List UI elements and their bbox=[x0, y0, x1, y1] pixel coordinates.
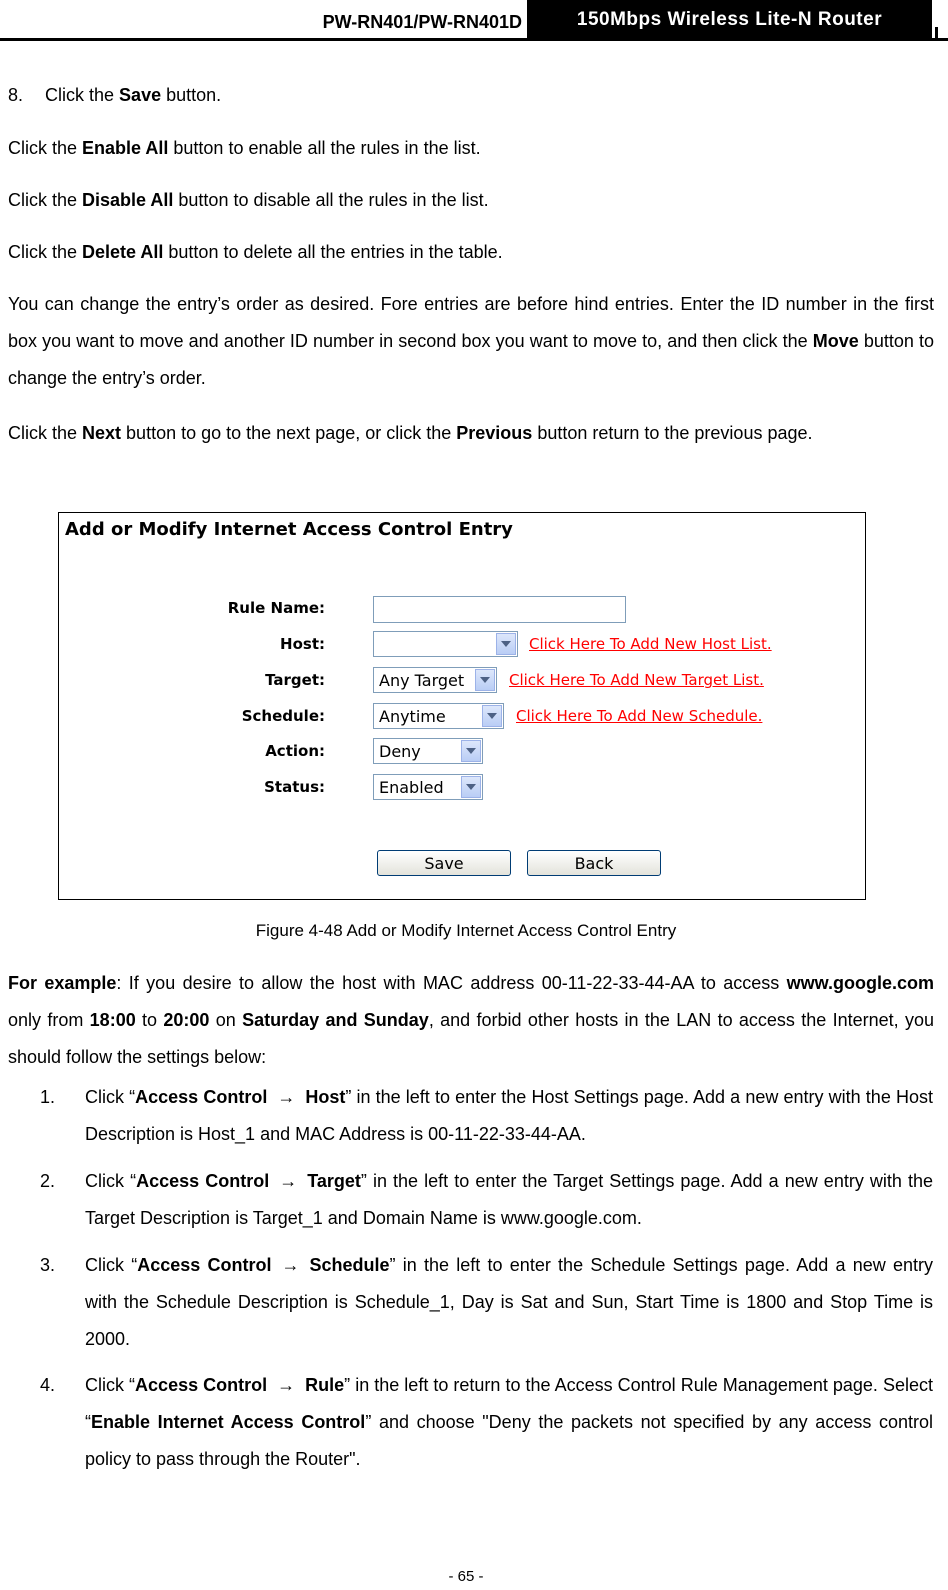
header-rule bbox=[0, 38, 948, 41]
arrow-right-icon: → bbox=[277, 1375, 296, 1395]
figure-title: Add or Modify Internet Access Control Entry bbox=[65, 519, 513, 540]
back-button[interactable]: Back bbox=[527, 850, 661, 876]
status-select[interactable] bbox=[373, 774, 483, 800]
target-select[interactable] bbox=[373, 667, 497, 693]
chevron-down-icon bbox=[482, 705, 502, 727]
disable-all-text: Click the Disable All button to disable all the rules in the list. bbox=[8, 190, 489, 210]
save-button[interactable]: Save bbox=[377, 850, 511, 876]
chevron-down-icon bbox=[461, 740, 481, 762]
rule-name-label: Rule Name: bbox=[227, 599, 325, 617]
action-select-value: Deny bbox=[379, 742, 421, 761]
arrow-right-icon: → bbox=[277, 1087, 296, 1107]
add-host-link[interactable]: Click Here To Add New Host List. bbox=[529, 635, 772, 653]
step-1: Click “Access Control → Host” in the left to enter the Host Settings page. Add a new entry with the Host Description is Host_1 and MAC Address is 00-11-22-33-44-AA. bbox=[85, 1079, 933, 1153]
target-select-value: Any Target bbox=[379, 671, 465, 690]
add-target-link[interactable]: Click Here To Add New Target List. bbox=[509, 671, 764, 689]
schedule-label: Schedule: bbox=[241, 707, 325, 725]
step-4-number: 4. bbox=[40, 1375, 56, 1395]
schedule-select[interactable] bbox=[373, 703, 504, 729]
add-schedule-link[interactable]: Click Here To Add New Schedule. bbox=[516, 707, 763, 725]
enable-all-text: Click the Enable All button to enable all the rules in the list. bbox=[8, 138, 481, 158]
step-4: Click “Access Control → Rule” in the left to return to the Access Control Rule Management page. Select “Enable Internet Access Control” and choose "Deny the packets not specified by any access control policy to pass through the Router". bbox=[85, 1367, 933, 1478]
host-label: Host: bbox=[280, 635, 325, 653]
header-rule-end bbox=[935, 27, 938, 40]
status-select-value: Enabled bbox=[379, 778, 444, 797]
delete-all-text: Click the Delete All button to delete all the entries in the table. bbox=[8, 242, 503, 262]
step-3-number: 3. bbox=[40, 1255, 56, 1275]
chevron-down-icon bbox=[496, 633, 516, 655]
status-label: Status: bbox=[264, 778, 325, 796]
chevron-down-icon bbox=[461, 776, 481, 798]
chevron-down-icon bbox=[475, 669, 495, 691]
move-text: You can change the entry’s order as desired. Fore entries are before hind entries. Enter the ID number in the first box you want to move and another ID number in second box you want to move to, and then click the Move button to change the entry’s order. bbox=[8, 294, 935, 388]
rule-name-input[interactable] bbox=[373, 596, 626, 623]
product-name: 150Mbps Wireless Lite-N Router bbox=[527, 0, 932, 40]
access-control-entry-screenshot bbox=[58, 512, 866, 900]
step-8: 8. Click the Save button. bbox=[8, 85, 222, 105]
host-select[interactable] bbox=[373, 631, 518, 657]
next-previous-text: Click the Next button to go to the next page, or click the Previous button return to the previous page. bbox=[8, 423, 813, 443]
schedule-select-value: Anytime bbox=[379, 707, 446, 726]
model-name: PW-RN401/PW-RN401D bbox=[322, 12, 522, 32]
target-label: Target: bbox=[265, 671, 325, 689]
figure-caption: Figure 4-48 Add or Modify Internet Access Control Entry bbox=[255, 921, 677, 940]
page-number: - 65 - bbox=[448, 1568, 484, 1585]
step-3: Click “Access Control → Schedule” in the left to enter the Schedule Settings page. Add a new entry with the Schedule Description is Schedule_1, Day is Sat and Sun, Start Time is 1800 and Stop Time is 2000. bbox=[85, 1247, 933, 1358]
action-label: Action: bbox=[265, 742, 325, 760]
step-2-number: 2. bbox=[40, 1171, 56, 1191]
arrow-right-icon: → bbox=[281, 1255, 300, 1275]
action-select[interactable] bbox=[373, 738, 483, 764]
step-2: Click “Access Control → Target” in the left to enter the Target Settings page. Add a new entry with the Target Description is Target_1 and Domain Name is www.google.com. bbox=[85, 1163, 933, 1237]
page-header bbox=[0, 0, 948, 42]
example-text: For example: If you desire to allow the host with MAC address 00-11-22-33-44-AA to access www.google.com only from 18:00 to 20:00 on Saturday and Sunday, and forbid other hosts in the LAN to access the Internet, you should follow the settings below: bbox=[8, 973, 934, 1067]
arrow-right-icon: → bbox=[279, 1171, 298, 1191]
step-1-number: 1. bbox=[40, 1087, 56, 1107]
